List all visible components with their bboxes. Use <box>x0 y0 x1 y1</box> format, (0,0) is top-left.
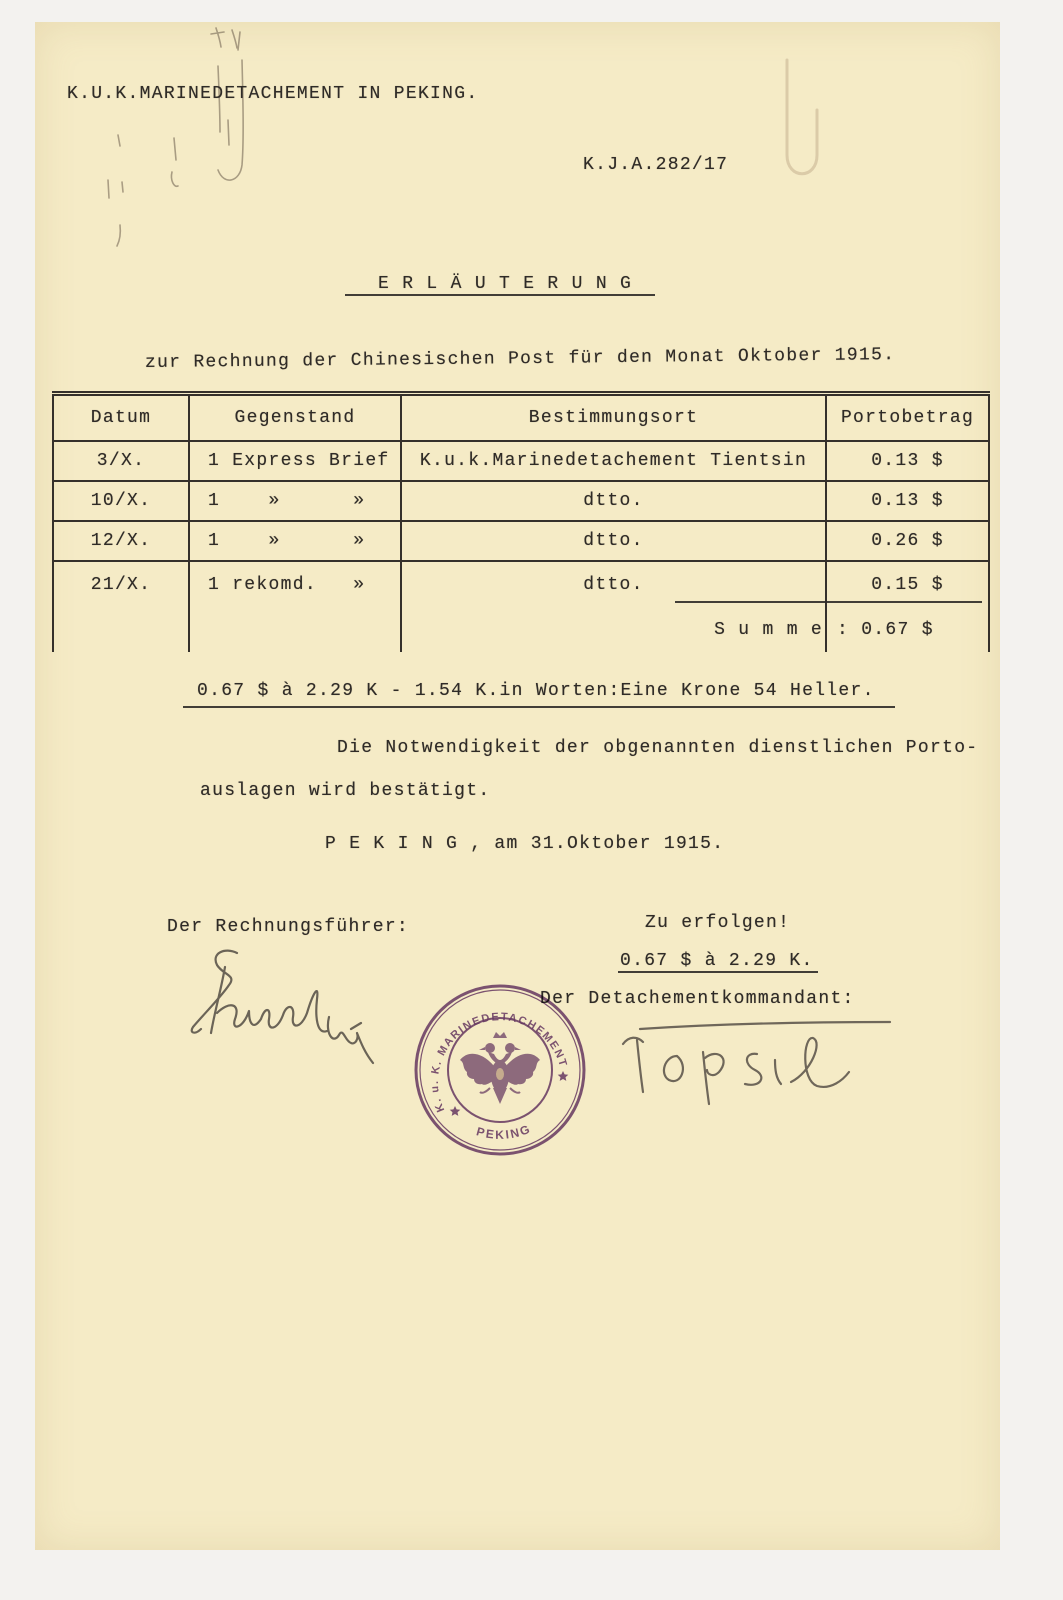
document-title: E R L Ä U T E R U N G <box>378 274 633 294</box>
cell-postage: 0.13 $ <box>826 481 989 521</box>
signature-stroke <box>640 1022 890 1029</box>
cell-date: 12/X. <box>53 521 189 561</box>
cell-item: 1 Express Brief <box>189 441 401 481</box>
signature-stroke <box>623 1038 643 1092</box>
official-stamp <box>410 980 590 1160</box>
stamp-bottom-text <box>475 1121 534 1141</box>
signature-strokes <box>192 951 373 1063</box>
cell-item: 1 » » <box>189 481 401 521</box>
stamp-ring-textpath: K. u. K. MARINEDETACHEMENT <box>428 1011 570 1114</box>
commander-label: Der Detachementkommandant: <box>540 989 855 1009</box>
cell-date: 3/X. <box>53 441 189 481</box>
cell-postage: 0.15 $ <box>826 561 989 607</box>
signature-strokes <box>623 1022 890 1104</box>
postage-table <box>52 391 990 652</box>
star-icon <box>450 1106 461 1116</box>
table-header-row <box>53 394 989 442</box>
sum-row <box>53 607 989 652</box>
stamp-bottom-textpath: PEKING <box>474 1121 534 1142</box>
table-body <box>53 441 989 652</box>
cell-postage: 0.26 $ <box>826 521 989 561</box>
signature-stroke <box>745 1054 761 1085</box>
eagle-head-left <box>485 1043 495 1053</box>
pencil-marks <box>90 20 290 260</box>
signature-stroke <box>217 991 327 1031</box>
pencil-stroke <box>211 28 224 47</box>
column-header-postage: Portobetrag <box>826 394 989 442</box>
pencil-stroke <box>228 120 229 145</box>
cell-destination: dtto. <box>401 481 826 521</box>
confirmation-line-1: Die Notwendigkeit der obgenannten dienstlichen Porto- <box>337 738 979 758</box>
table-header <box>53 394 989 442</box>
approval-underline <box>618 971 818 973</box>
eagle-wing-right <box>506 1054 540 1085</box>
table-row <box>53 521 989 561</box>
pencil-strokes <box>108 28 243 246</box>
title-underline <box>345 294 655 296</box>
pencil-stroke <box>108 135 123 246</box>
cell-destination: K.u.k.Marinedetachement Tientsin <box>401 441 826 481</box>
column-header-item: Gegenstand <box>189 394 401 442</box>
signature-stroke <box>211 967 225 1033</box>
cell-date: 21/X. <box>53 561 189 607</box>
cell-postage: 0.13 $ <box>826 441 989 481</box>
column-header-date: Datum <box>53 394 189 442</box>
sum-label: S u m m e <box>401 607 826 652</box>
eagle-shield <box>496 1068 504 1080</box>
signature-stroke <box>703 1052 724 1104</box>
signature-stroke <box>328 1017 373 1063</box>
pencil-stroke <box>232 30 240 50</box>
approval-amount: 0.67 $ à 2.29 K. <box>620 951 814 971</box>
eagle-wing-left <box>460 1054 494 1085</box>
eagle-crown <box>493 1032 507 1038</box>
signature-stroke <box>775 1060 781 1084</box>
conversion-underline <box>183 706 895 708</box>
cell-empty <box>53 607 189 652</box>
cell-item: 1 rekomd. » <box>189 561 401 607</box>
conversion-line: 0.67 $ à 2.29 K - 1.54 K.in Worten:Eine Krone 54 Heller. <box>197 681 875 701</box>
cell-destination: dtto. <box>401 521 826 561</box>
paperclip-mark <box>775 50 835 190</box>
signature-stroke <box>791 1038 849 1087</box>
accountant-signature <box>185 945 380 1070</box>
eagle-head-right <box>505 1043 515 1053</box>
table-row <box>53 441 989 481</box>
commander-signature <box>615 1012 895 1112</box>
signature-stroke <box>664 1056 683 1081</box>
pencil-stroke <box>171 138 178 186</box>
accountant-label: Der Rechnungsführer: <box>167 917 410 937</box>
document-subtitle: zur Rechnung der Chinesischen Post für den Monat Oktober 1915. <box>144 345 896 373</box>
paperclip-outline <box>787 60 817 174</box>
star-icon <box>558 1071 569 1081</box>
confirmation-line-2: auslagen wird bestätigt. <box>200 781 491 801</box>
eagle-tail <box>493 1088 507 1104</box>
approval-note: Zu erfolgen! <box>645 913 791 933</box>
cell-item: 1 » » <box>189 521 401 561</box>
sum-underline <box>675 601 982 603</box>
sum-value: : 0.67 $ <box>826 607 989 652</box>
table-row <box>53 481 989 521</box>
pencil-stroke <box>218 60 243 180</box>
cell-date: 10/X. <box>53 481 189 521</box>
cell-destination: dtto. <box>401 561 826 607</box>
column-header-destination: Bestimmungsort <box>401 394 826 442</box>
reference-number: K.J.A.282/17 <box>583 155 729 175</box>
letterhead: K.U.K.MARINEDETACHEMENT IN PEKING. <box>67 84 479 104</box>
cell-empty <box>189 607 401 652</box>
place-date: P E K I N G , am 31.Oktober 1915. <box>325 834 725 854</box>
